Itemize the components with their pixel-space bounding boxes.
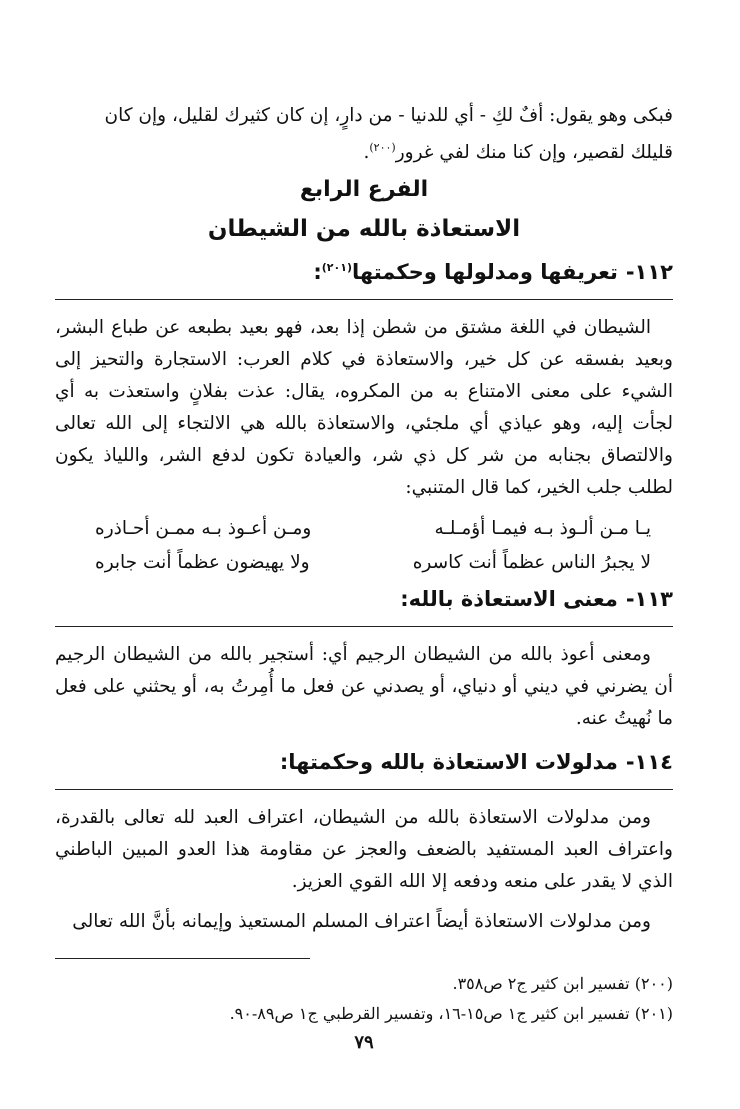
- footnote-200: (٢٠٠) تفسير ابن كثير ج٢ ص٣٥٨.: [452, 974, 673, 994]
- poem-verse-1: [55, 512, 673, 546]
- section-113-title: معنى الاستعاذة بالله:: [400, 587, 618, 612]
- verse-2-first-hemistich: لا يجبرُ الناس عظماً أنت كاسره: [412, 552, 651, 574]
- section-114-heading: [55, 743, 673, 781]
- section-114-title: مدلولات الاستعاذة بالله وحكمتها:: [279, 750, 618, 775]
- section-divider: [55, 626, 673, 627]
- poem-verses: [55, 512, 673, 580]
- footnote-separator: [55, 958, 310, 959]
- book-page: [55, 100, 673, 1055]
- branch-subtitle: الاستعاذة بالله من الشيطان: [207, 216, 521, 243]
- section-113-heading: [55, 580, 673, 618]
- section-112-number: ١١٢-: [625, 260, 673, 285]
- page-number: ٧٩: [354, 1032, 374, 1054]
- section-113-paragraph: ومعنى أعوذ بالله من الشيطان الرجيم أي: أستجير بالله من الشيطان الرجيم أن يضرني في ديني أو دنياي، أو يصدني عن فعل ما أُمِرتُ به، أو يحثني على فعل ما نُهيتُ عنه.: [55, 644, 673, 730]
- intro-paragraph: فبكى وهو يقول: أفٌ لكِ - أي للدنيا - من دارٍ، إن كان كثيرك لقليل، وإن كان قليلك لقصير، وإن كنا منك لفي غرور$^{(٢٠٠)}$.: [104, 105, 673, 164]
- verse-2-second-hemistich: ولا يهيضون عظماً أنت جابره: [95, 552, 310, 574]
- intro-line-1: فبكى وهو يقول: أفٌ لكِ - أي للدنيا - من دارٍ، إن كان كثيرك لقليل، وإن كان: [104, 105, 673, 126]
- section-113-number: ١١٣-: [625, 587, 673, 612]
- intro-line-2: قليلك لقصير، وإن كنا منك لفي غرور: [395, 142, 673, 164]
- footnote-201: (٢٠١) تفسير ابن كثير ج١ ص١٥-١٦، وتفسير القرطبي ج١ ص٨٩-٩٠.: [229, 1004, 673, 1024]
- section-divider: [55, 789, 673, 790]
- branch-title: الفرع الرابع: [299, 177, 429, 203]
- section-112-heading: ١١٢-تعريفها ومدلولها وحكمتها$^{(٢٠١)}$:: [313, 260, 673, 285]
- section-114-paragraph-2: ومن مدلولات الاستعاذة أيضاً اعتراف المسلم المستعيذ وإيمانه بأنَّ الله تعالى: [72, 911, 651, 933]
- verse-1-second-hemistich: ومـن أعـوذ بـه ممـن أحـاذره: [95, 518, 312, 540]
- verse-1-first-hemistich: يـا مـن ألـوذ بـه فيمـا أؤمـلـه: [434, 518, 651, 540]
- footnote-ref-201[interactable]: (٢٠١): [321, 261, 352, 275]
- footnote-ref-200[interactable]: (٢٠٠): [369, 141, 396, 154]
- section-112-paragraph: الشيطان في اللغة مشتق من شطن إذا بعد، فهو بعيد بطبعه عن طباع البشر، وبعيد بفسقه عن كل خير، والاستعاذة في كلام العرب: الاستجارة والتحيز إلى الشيء على معنى الامتناع به من المكروه، يقال: عذت بفلانٍ واستعذت به أي لجأت إليه، وهو عياذي أي ملجئي، والاستعاذة بالله هي الالتجاء إلى الله تعالى والالتصاق بجنابه من شر كل ذي شر، والعيادة تكون لدفع الشر، واللياذ يكون لطلب جلب الخير، كما قال المتنبي:: [55, 317, 673, 499]
- section-112-title: تعريفها ومدلولها وحكمتها: [351, 260, 618, 285]
- section-114-paragraph-1: ومن مدلولات الاستعاذة بالله من الشيطان، اعتراف العبد لله تعالى بالقدرة، واعتراف العبد المستفيد بالضعف والعجز عن مقاومة هذا العدو المبين الباطني الذي لا يقدر على منعه ودفعه إلا الله القوي العزيز.: [55, 807, 673, 893]
- section-divider: [55, 299, 673, 300]
- poem-verse-2: [55, 546, 673, 580]
- section-114-number: ١١٤-: [625, 750, 673, 775]
